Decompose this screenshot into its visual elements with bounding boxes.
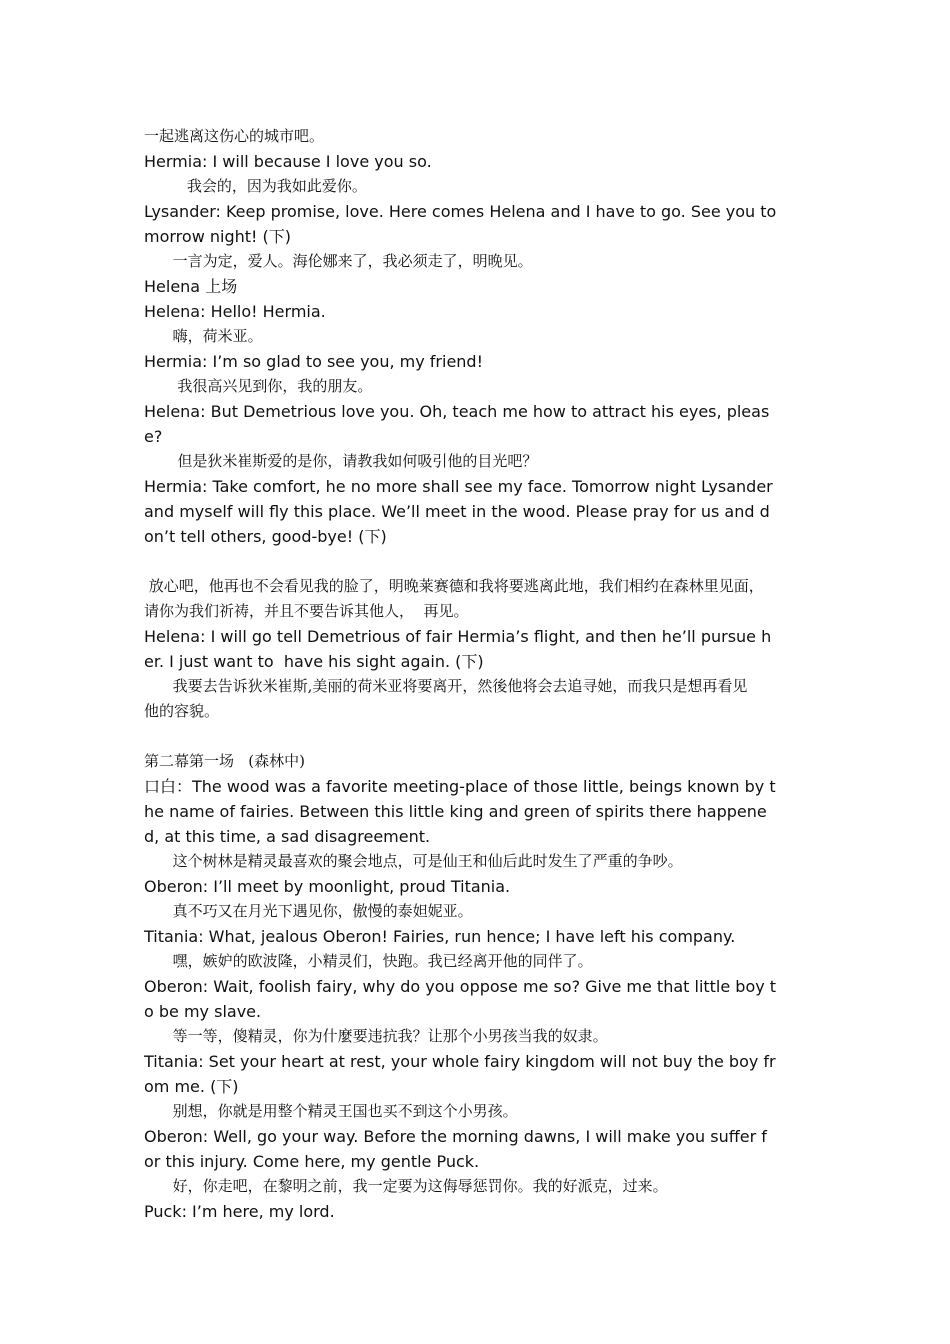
- text-line: morrow night! (下): [144, 227, 292, 246]
- text-line: Oberon: Wait, foolish fairy, why do you oppose me so? Give me that little boy t: [144, 977, 777, 996]
- text-line: 请你为我们祈祷，并且不要告诉其他人， 再见。: [144, 602, 469, 620]
- text-line: 放心吧，他再也不会看见我的脸了，明晚莱赛德和我将要逃离此地，我们相约在森林里见面，: [144, 577, 764, 595]
- text-line: Hermia: I’m so glad to see you, my friend!: [144, 352, 483, 371]
- text-line: 好，你走吧，在黎明之前，我一定要为这侮辱惩罚你。我的好派克，过来。: [144, 1177, 668, 1195]
- text-line: he name of fairies. Between this little king and green of spirits there happene: [144, 802, 767, 821]
- text-line: Helena: But Demetrious love you. Oh, teach me how to attract his eyes, pleas: [144, 402, 770, 421]
- text-line: Helena: I will go tell Demetrious of fair Hermia’s flight, and then he’ll pursue h: [144, 627, 772, 646]
- text-line: Lysander: Keep promise, love. Here comes Helena and I have to go. See you to: [144, 202, 777, 221]
- text-line: Puck: I’m here, my lord.: [144, 1202, 335, 1221]
- text-line: 嗨，荷米亚。: [144, 327, 263, 345]
- text-line: 等一等，傻精灵，你为什麼要违抗我？让那个小男孩当我的奴隶。: [144, 1027, 608, 1045]
- text-line: Hermia: Take comfort, he no more shall see my face. Tomorrow night Lysander: [144, 477, 773, 496]
- text-line: 一起逃离这伤心的城市吧。: [144, 127, 325, 145]
- text-line: er. I just want to have his sight again. (下): [144, 652, 484, 671]
- text-line: om me. (下): [144, 1077, 239, 1096]
- text-line: 我要去告诉狄米崔斯,美丽的荷米亚将要离开，然後他将会去追寻她，而我只是想再看见: [144, 677, 748, 695]
- text-line: Oberon: Well, go your way. Before the morning dawns, I will make you suffer f: [144, 1127, 767, 1146]
- text-line: on’t tell others, good-bye! (下): [144, 527, 387, 546]
- text-line: 一言为定，爱人。海伦娜来了，我必须走了，明晚见。: [144, 252, 533, 270]
- text-line: 我很高兴见到你，我的朋友。: [144, 377, 373, 395]
- text-line: 别想，你就是用整个精灵王国也买不到这个小男孩。: [144, 1102, 518, 1120]
- blank-line: [144, 724, 834, 749]
- text-line: and myself will fly this place. We’ll meet in the wood. Please pray for us and d: [144, 502, 770, 521]
- text-line: 嘿，嫉妒的欧波隆，小精灵们，快跑。我已经离开他的同伴了。: [144, 952, 593, 970]
- text-line: or this injury. Come here, my gentle Puck.: [144, 1152, 480, 1171]
- text-line: 他的容貌。: [144, 702, 220, 720]
- text-line: Oberon: I’ll meet by moonlight, proud Titania.: [144, 877, 511, 896]
- text-line: 真不巧又在月光下遇见你，傲慢的泰妲妮亚。: [144, 902, 473, 920]
- text-line: o be my slave.: [144, 1002, 262, 1021]
- text-line: 我会的，因为我如此爱你。: [144, 177, 367, 195]
- script-text-block: [144, 124, 834, 1224]
- text-line: d, at this time, a sad disagreement.: [144, 827, 431, 846]
- text-line: Titania: Set your heart at rest, your whole fairy kingdom will not buy the boy fr: [144, 1052, 776, 1071]
- text-line: e?: [144, 427, 163, 446]
- text-line: Hermia: I will because I love you so.: [144, 152, 432, 171]
- blank-line: [144, 549, 834, 574]
- text-line: 第二幕第一场 (森林中): [144, 752, 306, 770]
- text-line: 口白：The wood was a favorite meeting-place of those little, beings known by t: [144, 777, 776, 796]
- text-line: Titania: What, jealous Oberon! Fairies, run hence; I have left his company.: [144, 927, 736, 946]
- text-line: 但是狄米崔斯爱的是你，请教我如何吸引他的目光吧？: [144, 452, 538, 470]
- text-line: 这个树林是精灵最喜欢的聚会地点，可是仙王和仙后此时发生了严重的争吵。: [144, 852, 683, 870]
- text-line: Helena: Hello! Hermia.: [144, 302, 326, 321]
- text-line: Helena 上场: [144, 277, 238, 296]
